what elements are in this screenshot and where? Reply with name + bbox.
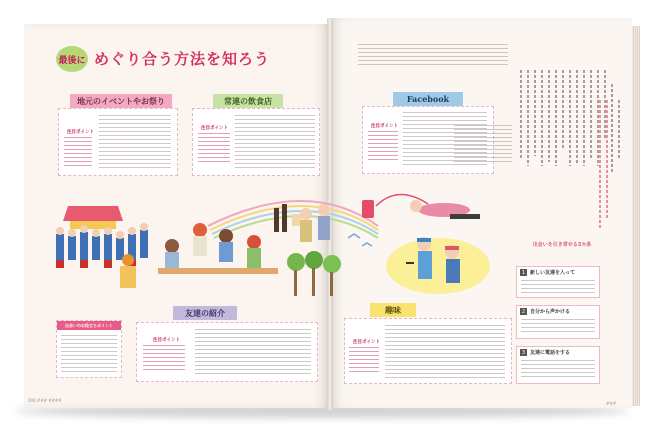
page-edges <box>632 26 640 406</box>
sidebar-item-3 <box>516 346 600 384</box>
item-label: 新しい友達を入って <box>530 270 576 276</box>
card-hobby <box>344 318 512 384</box>
sidebar-title: 出会いを引き寄せる3カ条 <box>532 242 592 248</box>
sidebar-item-2 <box>516 305 600 339</box>
item-number: 2 <box>521 308 526 315</box>
facebook-side-text <box>454 125 512 163</box>
card-label: 注目ポイント <box>153 338 180 343</box>
intro-text <box>358 44 508 66</box>
item-label: 自分から声かける <box>530 309 571 315</box>
card-friend-intro <box>136 322 318 382</box>
card-label: 注目ポイント <box>371 124 398 129</box>
section-heading-facebook: Facebook <box>393 92 463 106</box>
page-number-left: 000 ### #### <box>28 398 62 403</box>
pink-note <box>56 320 122 378</box>
illustration <box>48 186 528 316</box>
article-title: めぐり合う方法を知ろう <box>94 50 271 68</box>
section-heading-local-events: 地元のイベントやお祭り <box>70 94 172 108</box>
card-label: 注目ポイント <box>67 130 94 135</box>
card-label: 注目ポイント <box>353 340 380 345</box>
item-number: 1 <box>521 269 526 276</box>
section-heading-restaurant: 常連の飲食店 <box>213 94 283 108</box>
item-number: 3 <box>521 349 526 356</box>
sidebar-item-1 <box>516 266 600 298</box>
section-heading-hobby: 趣味 <box>370 303 416 317</box>
title-badge: 最後に <box>56 46 88 72</box>
section-heading-friend-intro: 友達の紹介 <box>173 306 237 320</box>
card-restaurant <box>192 108 320 176</box>
card-local-events <box>58 108 178 176</box>
card-label: 注目ポイント <box>201 126 228 131</box>
page-number-right: ### <box>606 401 617 406</box>
pink-note-label: 出会いのお役立ちポイント <box>57 321 121 330</box>
item-label: 友達に電話をする <box>530 350 571 356</box>
